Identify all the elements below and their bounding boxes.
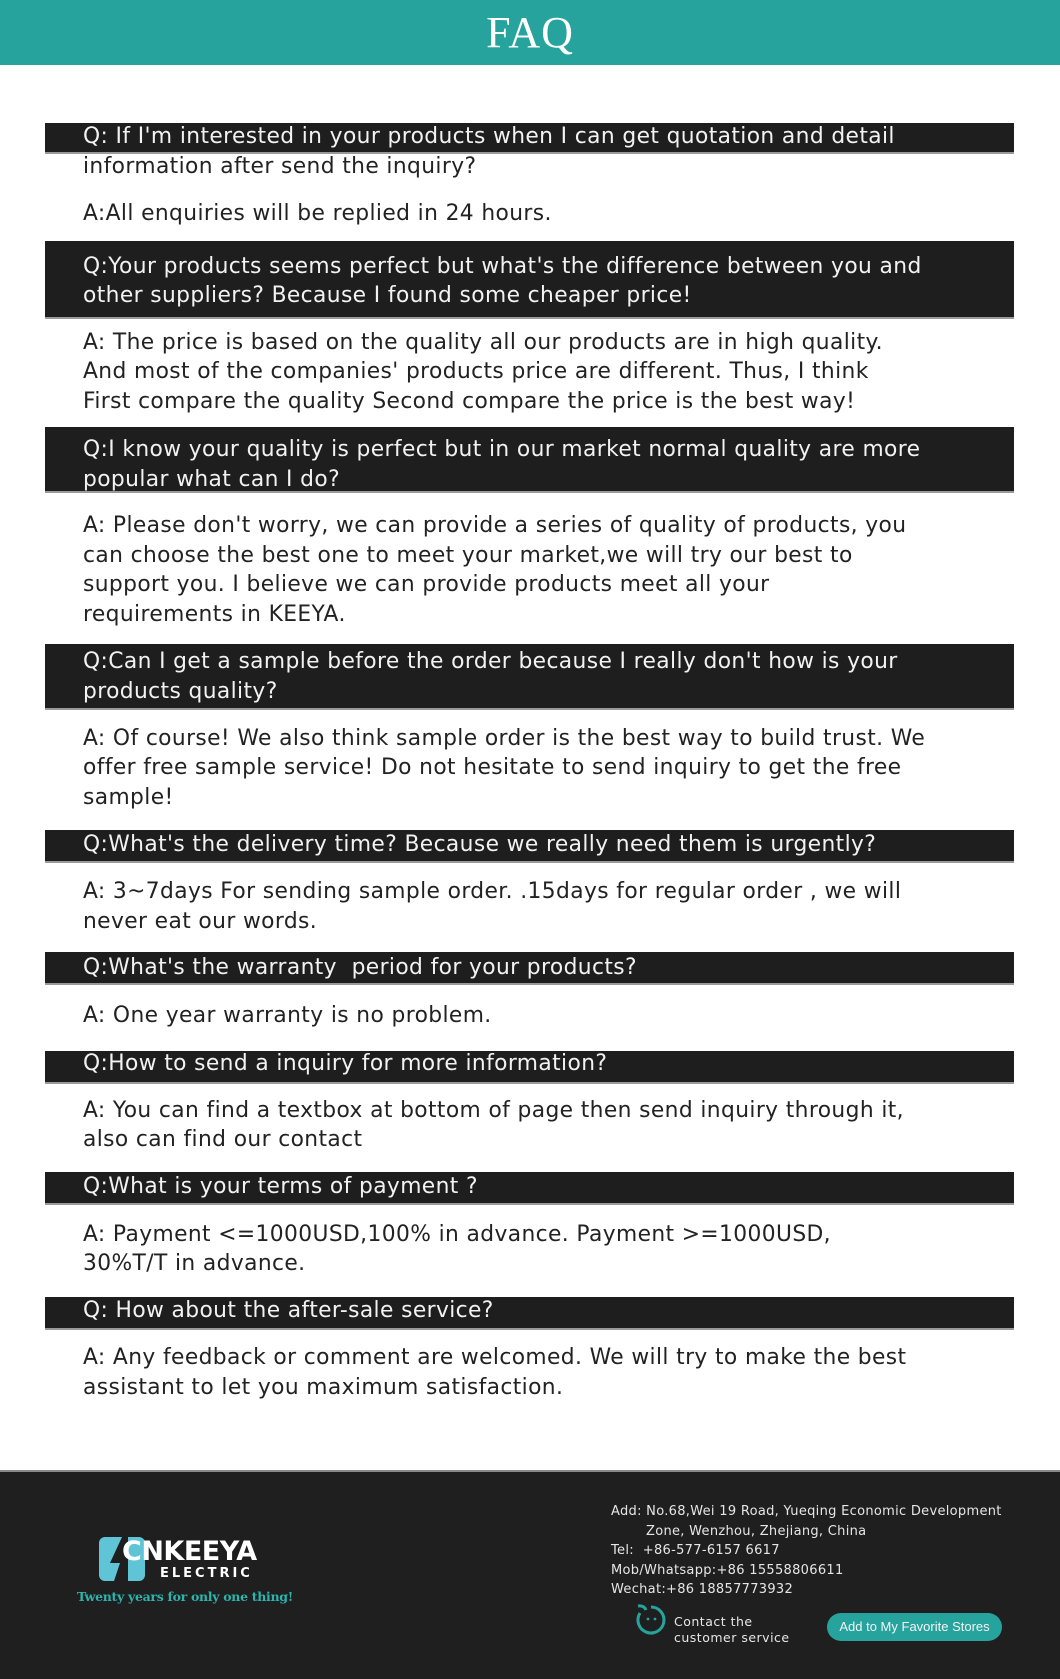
question-text: Q:How to send a inquiry for more information?: [83, 1050, 608, 1076]
question-text: Q:Your products seems perfect but what's the difference between you and: [83, 253, 922, 279]
answer-text: A:All enquiries will be replied in 24 hours.: [83, 200, 552, 226]
question-text: popular what can I do?: [83, 466, 341, 492]
tel-line: Tel: +86-577-6157 6617: [611, 1543, 780, 1558]
wechat-line: Wechat:+86 18857773932: [611, 1582, 794, 1597]
answer-text: A: Payment <=1000USD,100% in advance. Payment >=1000USD,: [83, 1221, 831, 1247]
address-line: Add: No.68,Wei 19 Road, Yueqing Economic Development: [611, 1504, 1002, 1519]
cs-label: Contact the: [674, 1614, 753, 1629]
faq-header: [0, 0, 1060, 65]
answer-text: never eat our words.: [83, 908, 318, 934]
answer-text: A: Any feedback or comment are welcomed. We will try to make the best: [83, 1344, 907, 1370]
address-line: Zone, Wenzhou, Zhejiang, China: [646, 1523, 867, 1539]
mobile-line: Mob/Whatsapp:+86 15558806611: [611, 1562, 844, 1578]
company-logo: [98, 1535, 278, 1585]
answer-text: A: One year warranty is no problem.: [83, 1002, 492, 1028]
answer-text: A: 3~7days For sending sample order. .15days for regular order , we will: [83, 878, 902, 904]
chat-bubble-face-icon: [634, 1602, 668, 1636]
cs-label: customer service: [674, 1630, 790, 1645]
logo-subtitle: ELECTRIC: [160, 1566, 253, 1581]
answer-text: assistant to let you maximum satisfaction.: [83, 1374, 564, 1400]
question-text: Q:I know your quality is perfect but in our market normal quality are more: [83, 436, 921, 462]
question-text: Q: How about the after-sale service?: [83, 1297, 494, 1323]
answer-text: A: You can find a textbox at bottom of page then send inquiry through it,: [83, 1097, 904, 1123]
contact-info: [611, 1502, 1002, 1600]
answer-text: First compare the quality Second compare the price is the best way!: [83, 388, 856, 414]
answer-text: 30%T/T in advance.: [83, 1250, 306, 1276]
answer-text: sample!: [83, 784, 174, 810]
answer-text: support you. I believe we can provide products meet all your: [83, 571, 770, 597]
question-text: Q:Can I get a sample before the order because I really don't how is your: [83, 648, 898, 674]
answer-text: requirements in KEEYA.: [83, 601, 346, 627]
question-text-overflow: information after send the inquiry?: [83, 153, 477, 179]
answer-text: also can find our contact: [83, 1126, 363, 1152]
answer-text: A: Please don't worry, we can provide a series of quality of products, you: [83, 512, 907, 538]
question-text: other suppliers? Because I found some cheaper price!: [83, 282, 692, 308]
answer-text: offer free sample service! Do not hesitate to send inquiry to get the free: [83, 754, 902, 780]
contact-customer-service[interactable]: [634, 1602, 790, 1646]
page-title: FAQ: [486, 7, 574, 57]
question-text: Q:What is your terms of payment ?: [83, 1173, 478, 1199]
answer-text: And most of the companies' products price are different. Thus, I think: [83, 358, 869, 384]
answer-text: can choose the best one to meet your market,we will try our best to: [83, 542, 853, 568]
question-text: Q:What's the delivery time? Because we really need them is urgently?: [83, 831, 877, 857]
question-text: Q: If I'm interested in your products when I can get quotation and detail: [83, 123, 895, 149]
answer-text: A: Of course! We also think sample order is the best way to build trust. We: [83, 725, 926, 751]
question-text: products quality?: [83, 678, 278, 704]
logo-tagline: Twenty years for only one thing!: [77, 1589, 293, 1604]
store-footer: [0, 1470, 1060, 1679]
question-text: Q:What's the warranty period for your products?: [83, 954, 637, 980]
add-to-favorites-button[interactable]: Add to My Favorite Stores: [827, 1613, 1002, 1641]
logo-name: CNKEEYA: [122, 1536, 257, 1567]
answer-text: A: The price is based on the quality all our products are in high quality.: [83, 329, 884, 355]
